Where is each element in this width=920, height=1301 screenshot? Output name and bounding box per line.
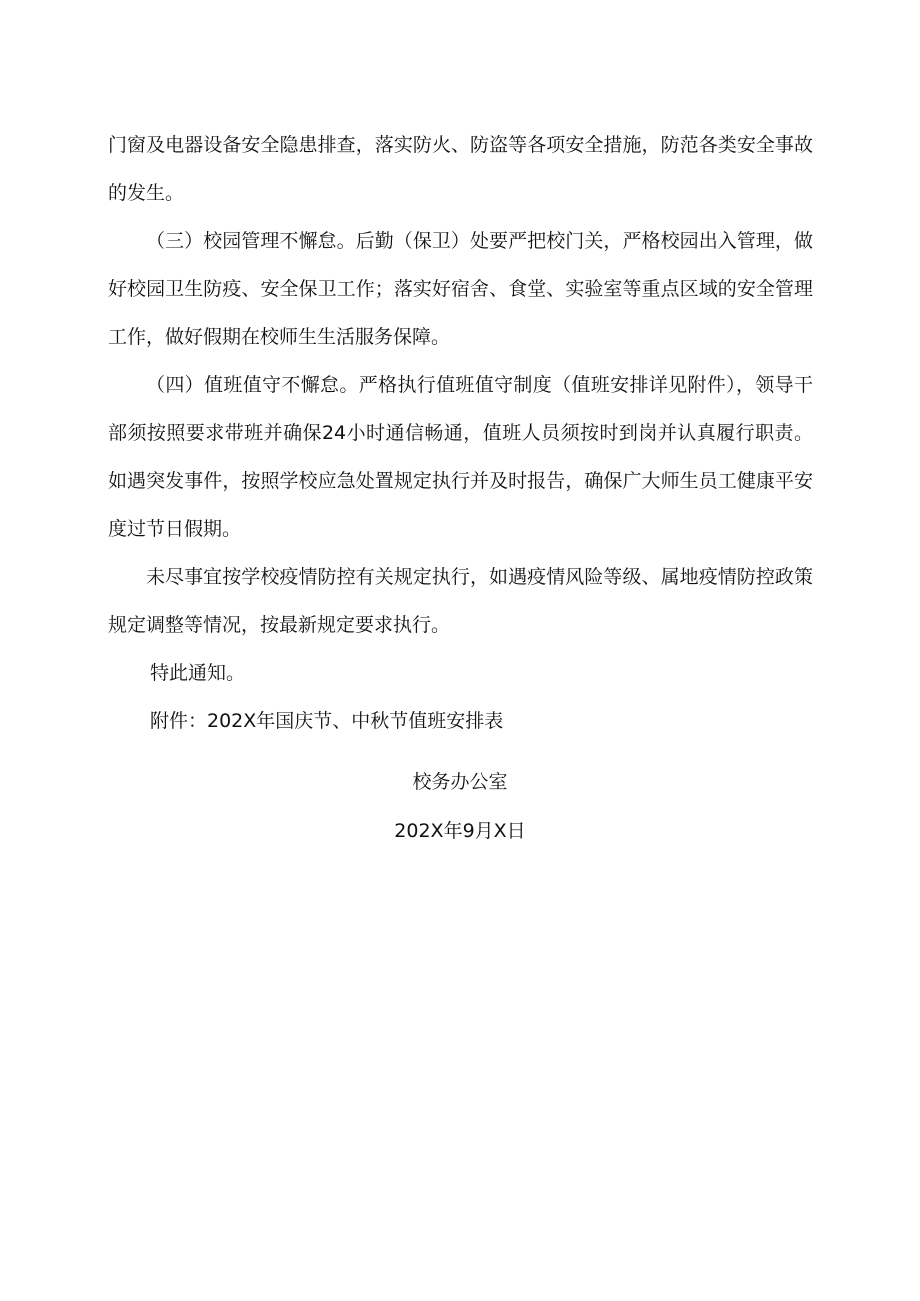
signature-org: 校务办公室	[412, 771, 508, 793]
paragraph-duty-watch: （四）值班值守不懈怠。严格执行值班值守制度（值班安排详见附件），领导干部须按照要求带班并确保24小时通信畅通，值班人员须按时到岗并认真履行职责。如遇突发事件，按照学校应急处置规定执行并及时报告，确保广大师生员工健康平安度过节日假期。	[108, 374, 813, 540]
paragraph-other-matters: 未尽事宜按学校疫情防控有关规定执行，如遇疫情风险等级、属地疫情防控政策规定调整等情况，按最新规定要求执行。	[108, 566, 813, 636]
attachment-line: 附件：202X年国庆节、中秋节值班安排表	[150, 710, 504, 732]
paragraph-campus-management: （三）校园管理不懈怠。后勤（保卫）处要严把校门关，严格校园出入管理，做好校园卫生防疫、安全保卫工作；落实好宿舍、食堂、实验室等重点区域的安全管理工作，做好假期在校师生生活服务保障。	[108, 230, 813, 348]
document-body	[108, 121, 813, 745]
paragraph-continued: 门窗及电器设备安全隐患排查，落实防火、防盗等各项安全措施，防范各类安全事故的发生。	[108, 134, 813, 204]
signature-date: 202X年9月X日	[394, 820, 526, 842]
notice-closing: 特此通知。	[150, 662, 246, 684]
